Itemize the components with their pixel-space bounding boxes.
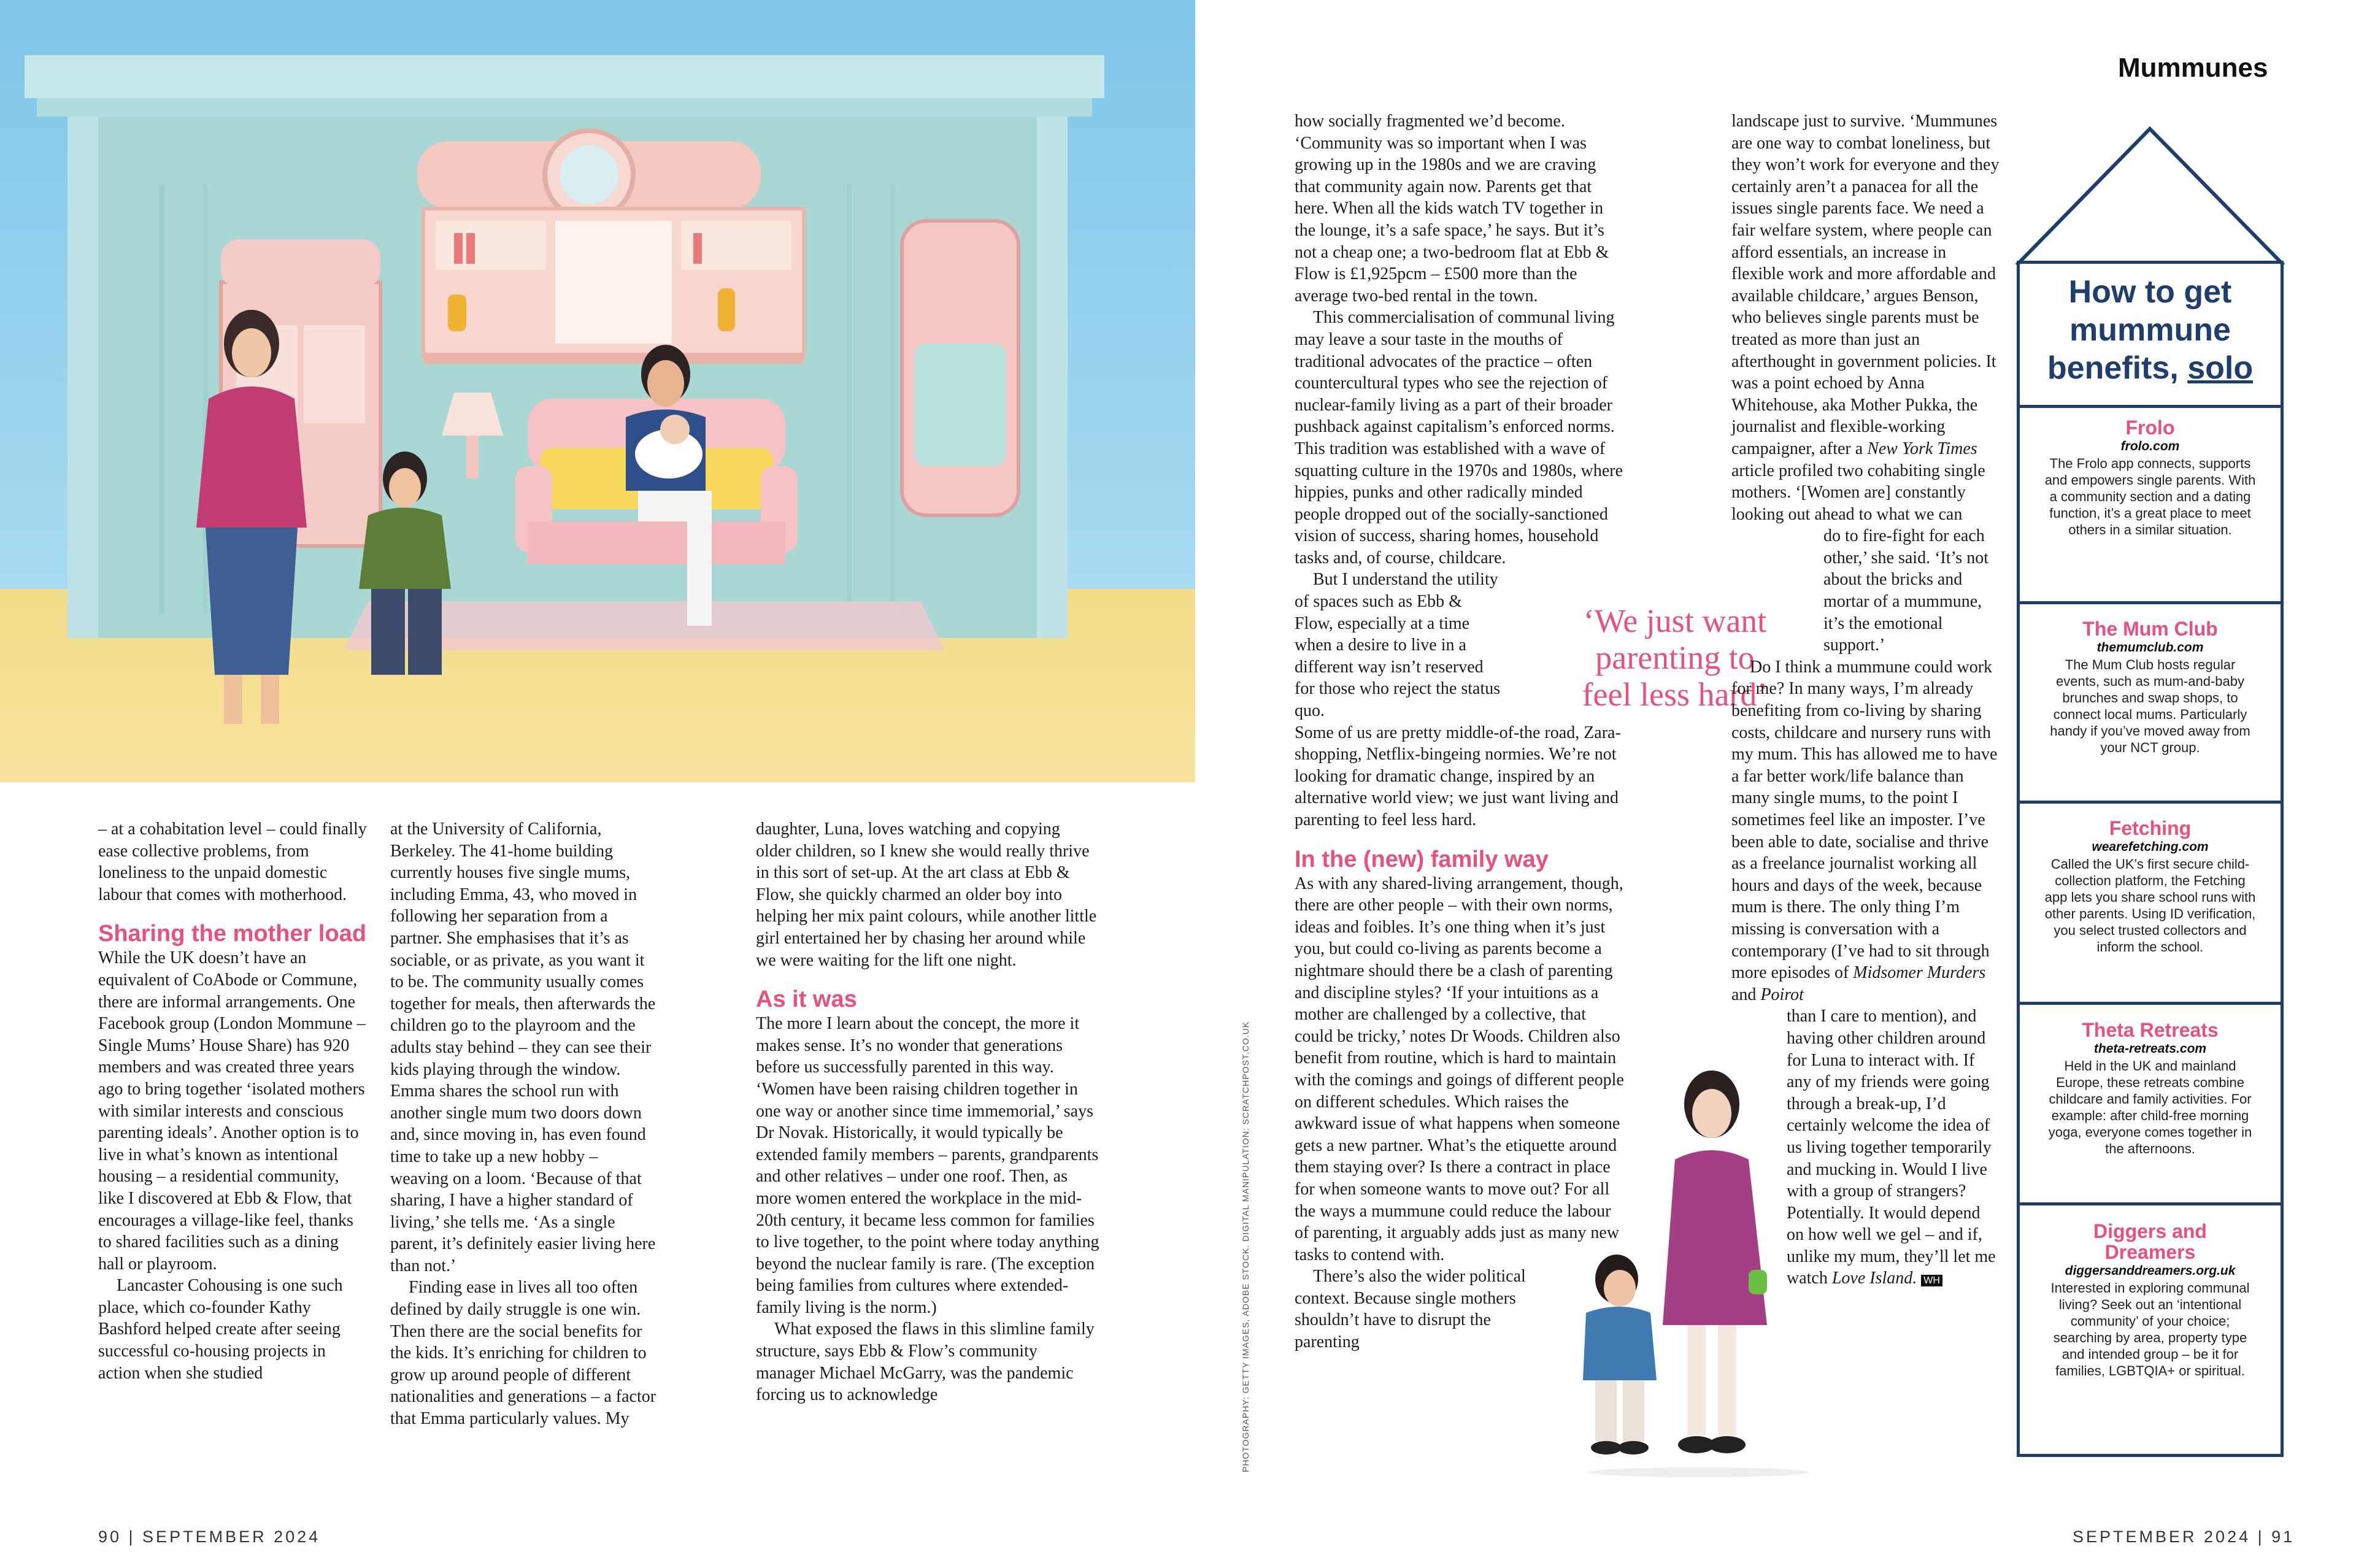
col5-para: than I care to mention), and having other children around for Luna to interact with. If any of my friends were going through a break-up, I’d certainly welcome the idea of us living together temporarily and mucking in. Would I live with a group of strangers? Potentially. It would depend on how well we gel – and if, unlike my mum, they’ll let me watch Love Island. WH: [1787, 1007, 1996, 1288]
resource-item: The Mum Club themumclub.com The Mum Club hosts regular events, such as mum-and-baby brunches and swap shops, to connect local mums. Particularly handy if you’ve moved away from your NCT group.: [2020, 618, 2281, 756]
end-mark: WH: [1921, 1275, 1942, 1286]
photo-credit: PHOTOGRAPHY: GETTY IMAGES, ADOBE STOCK. DIGITAL MANIPULATION: SCRATCHPOST.CO.UK: [1241, 1021, 1250, 1472]
col5-para: do to fire-fight for each other,’ she said. ‘It’s not about the bricks and mortar of a mummune, it’s the emotional support.’: [1823, 526, 1988, 655]
divider: [2020, 405, 2281, 408]
resource-link[interactable]: themumclub.com: [2096, 640, 2204, 655]
column-1: [98, 818, 368, 1384]
col4-para: But I understand the utility of spaces such as Ebb & Flow, especially at a time when a desire to live in a different way isn’t reserved for those who reject the status quo.: [1295, 570, 1501, 721]
resource-item: Frolo frolo.com The Frolo app connects, supports and empowers single parents. With a community section and a dating function, it’s a great place to meet others in a similar situation.: [2020, 417, 2281, 538]
col4-para: Some of us are pretty middle-of-the road, Zara-shopping, Netflix-bingeing normies. We’re not looking for dramatic change, inspired by an alternative world view; we just want living and parenting to feel less hard.: [1295, 723, 1621, 829]
divider: [2020, 1202, 2281, 1205]
resource-item: Theta Retreats theta-retreats.com Held in the UK and mainland Europe, these retreats combine childcare and family activities. For example: after child-free morning yoga, everyone comes together in the afternoons.: [2020, 1020, 2281, 1157]
resource-link[interactable]: diggersanddreamers.org.uk: [2065, 1264, 2236, 1278]
col4-para: This commercialisation of communal living may leave a sour taste in the mouths of traditional advocates of the practice – often countercultural types who see the rejection of nuclear-family living as a part of their broader pushback against capitalism’s enforced norms. This tradition was established with a wave of squatting culture in the 1970s and 1980s, where hippies, punks and other radically minded people dropped out of the socially-sanctioned vision of success, sharing homes, household tasks and, of course, childcare.: [1295, 308, 1623, 567]
col4-para: how socially fragmented we’d become. ‘Community was so important when I was growing up in the 1980s and we are craving that community again now. Parents get that here. When all the kids watch TV together in the lounge, it’s a safe space,’ he says. But it’s not a cheap one; a two-bedroom flat at Ebb & Flow is £1,925pcm – £500 more than the average two-bed rental in the town.: [1295, 112, 1609, 306]
col3-para: What exposed the flaws in this slimline family structure, says Ebb & Flow’s community manager Michael McGarry, was the pandemic forcing us to acknowledge: [756, 1320, 1095, 1405]
col4-para: There’s also the wider political context. Because single mothers shouldn’t have to disrupt the parenting: [1295, 1267, 1526, 1352]
subheading-new-family-way: In the (new) family way: [1295, 846, 1549, 872]
col2-para: Finding ease in lives all too often defined by daily struggle is one win. Then there are the social benefits for the kids. It’s enriching for children to grow up around people of different nationalities and generations – a factor that Emma particularly values. My: [390, 1278, 656, 1429]
subheading-sharing: Sharing the mother load: [98, 921, 367, 947]
folio-left: 90 | SEPTEMBER 2024: [98, 1528, 321, 1546]
column-2: [390, 818, 660, 1430]
divider: [2020, 801, 2281, 804]
col2-para: at the University of California, Berkeley. The 41-home building currently houses five single mums, including Emma, 43, who moved in following her separation from a partner. She emphasises that it’s as sociable, or as private, as you want it to be. The community usually comes together for meals, then afterwards the children go to the playroom and the adults stay behind – they can see their kids playing through the window. Emma shares the school run with another single mum two doors down and, since moving in, has even found time to take up a new hobby – weaving on a loom. ‘Because of that sharing, I have a higher standard of living,’ she tells me. ‘As a single parent, it’s definitely easier living here than not.’: [390, 820, 656, 1275]
column-3: [756, 818, 1099, 1406]
divider: [2020, 1002, 2281, 1005]
col1-para: While the UK doesn’t have an equivalent of CoAbode or Commune, there are informal arrangements. One Facebook group (London Mommune – Single Mums’ House Share) has 920 members and was created three years ago to bring together ‘isolated mothers with similar interests and conscious parenting ideals’. Another option is to live in what’s known as intentional housing – a residential community, like I discovered at Ebb & Flow, that encourages a village-like feel, thanks to shared facilities such as a dining hall or playroom.: [98, 948, 366, 1274]
figurine-illustration: [1558, 1067, 1816, 1478]
resource-link[interactable]: wearefetching.com: [2092, 840, 2209, 854]
col3-para: The more I learn about the concept, the more it makes sense. It’s no wonder that generations before us successfully parented in this way. ‘Women have been raising children together in one way or another since time immemorial,’ says Dr Novak. Historically, it would typically be extended family members – parents, grandparents and other relatives – under one roof. Then, as more women entered the workplace in the mid-20th century, it became less common for families to live together, to the point where today anything beyond the nuclear family is rare. (The exception being families from cultures where extended-family living is the norm.): [756, 1014, 1099, 1317]
resource-item: Fetching wearefetching.com Called the UK’s first secure child-collection platform, the Fetching app lets you share school runs with other parents. Using ID verification, you select trusted collectors and inform the school.: [2020, 818, 2281, 955]
divider: [2020, 601, 2281, 604]
col5-para: landscape just to survive. ‘Mummunes are one way to combat loneliness, but they won’t work for everyone and they certainly aren’t a panacea for all the issues single parents face. We need a fair welfare system, where people can afford essentials, an increase in flexible work and more affordable and available childcare,’ argues Benson, who believes single parents must be treated as more than just an afterthought in government policies. It was a point echoed by Anna Whitehouse, aka Mother Pukka, the journalist and flexible-working campaigner, after a New York Times article profiled two cohabiting single mothers. ‘[Women are] constantly looking out ahead to what we can: [1731, 112, 2000, 524]
subheading-as-it-was: As it was: [756, 986, 857, 1013]
col1-para: Lancaster Cohousing is one such place, which co-founder Kathy Bashford helped create after seeing successful co-housing projects in action when she studied: [98, 1276, 343, 1383]
col3-para: daughter, Luna, loves watching and copying older children, so I knew she would really thrive in this sort of set-up. At the art class at Ebb & Flow, she quickly charmed an older boy into helping her mix paint colours, while another little girl entertained her by chasing her around while we were waiting for the lift one night.: [756, 820, 1097, 970]
sidebar-box: [2017, 261, 2284, 1457]
section-tag: Mummunes: [2118, 53, 2268, 83]
pull-quote: ‘We just want parenting to feel less hard’: [1582, 602, 1768, 713]
resource-link[interactable]: theta-retreats.com: [2093, 1042, 2207, 1056]
col4-para: As with any shared-living arrangement, though, there are other people – with their own norms, ideas and foibles. It’s one thing when it’s just you, but could co-living as parents become a nightmare should there be a clash of parenting and discipline styles? ‘If your intuitions as a mother are challenged by a collective, that could be tricky,’ notes Dr Woods. Children also benefit from routine, which is hard to maintain with the comings and goings of different people on different schedules. Which raises the awkward issue of what happens when someone gets a new partner. What’s the etiquette around them staying over? Is there a contract in place for when someone wants to move out? For all the ways a mummune could reduce the labour of parenting, it arguably adds just as many new tasks to contend with.: [1295, 874, 1624, 1264]
col5-para: Do I think a mummune could work for me? In many ways, I’m already benefiting from co-living by sharing costs, childcare and nursery runs with my mum. This has allowed me to have a far better work/life balance than many single mums, to the point I sometimes feel like an imposter. I’ve been able to date, socialise and thrive as a freelance journalist working all hours and days of the week, because mum is there. The only thing I’m missing is conversation with a contemporary (I’ve had to sit through more episodes of Midsomer Murders and Poirot: [1731, 657, 1998, 1004]
house-roof-icon: [2011, 123, 2290, 267]
sidebar-heading: How to get mummune benefits, solo: [2047, 274, 2254, 386]
resource-item: Diggers and Dreamers diggersanddreamers.org.uk Interested in exploring communal living? Seek out an ‘intentional community’ of your choice; searching by area, property type and intended group – be it for families, LGBTQIA+ or spiritual.: [2020, 1221, 2281, 1379]
col1-para: – at a cohabitation level – could finally ease collective problems, from loneliness to the unpaid domestic labour that comes with motherhood.: [98, 820, 367, 904]
folio-right: SEPTEMBER 2024 | 91: [2073, 1528, 2295, 1546]
resource-link[interactable]: frolo.com: [2120, 439, 2180, 453]
hero-illustration: [0, 0, 1195, 782]
